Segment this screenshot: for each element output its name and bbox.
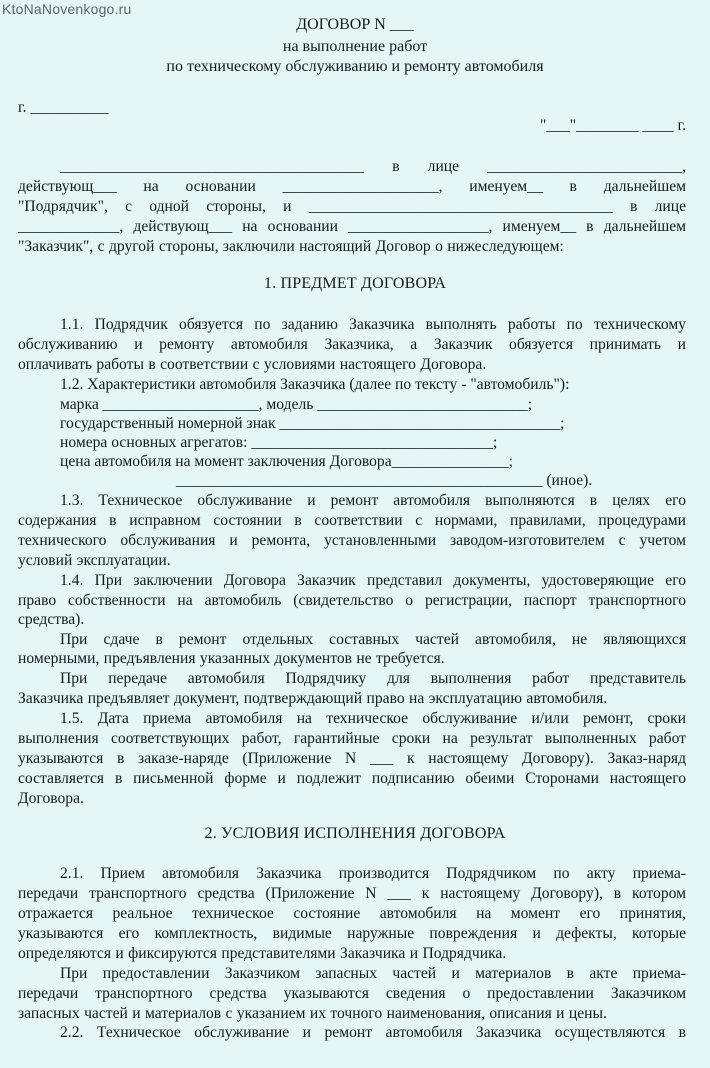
field-line: государственный номерной знак ____________________________________; [60, 415, 565, 432]
field-line: _______________________________________________ (иное). [176, 472, 593, 489]
paragraph-line: передачи транспортного средства (Приложение N ___ к настоящему Договору), в котором [18, 885, 686, 902]
paragraph-line: 1.1. Подрядчик обязуется по заданию Заказчика выполнять работы по техническому [60, 316, 686, 333]
paragraph-line: запасных частей и материалов с указанием их точного наименования, описания и цены. [18, 1005, 607, 1022]
paragraph-line: номерными, предъявления указанных документов не требуется. [18, 650, 445, 667]
paragraph-line: 2.1. Прием автомобиля Заказчика производится Подрядчиком по акту приема- [60, 865, 686, 882]
paragraph-line: технического обслуживания и ремонта, установленными заводом-изготовителем с учетом [18, 532, 686, 549]
paragraph-line: право собственности на автомобиль (свидетельство о регистрации, паспорт транспортного [18, 592, 686, 609]
document-title: ДОГОВОР N ___ [296, 16, 414, 33]
paragraph-line: отражается реальное техническое состояние автомобиля на момент его принятия, [18, 905, 686, 922]
field-line: цена автомобиля на момент заключения Договора_______________; [60, 453, 513, 470]
preamble-line: "Заказчик", с другой стороны, заключили настоящий Договор о нижеследующем: [18, 238, 564, 255]
paragraph-line: При передаче автомобиля Подрядчику для выполнения работ представитель [60, 670, 686, 687]
place-field: г. __________ [18, 99, 109, 116]
paragraph-line: условий эксплуатации. [18, 552, 171, 569]
paragraph-line: При предоставлении Заказчиком запасных частей и материалов в акте приема- [60, 965, 686, 982]
paragraph-line: оплачивать работы в соответствии с условиями настоящего Договора. [18, 356, 487, 373]
paragraph-line: 1.4. При заключении Договора Заказчик представил документы, удостоверяющие его [60, 572, 686, 589]
paragraph-line: выполнения соответствующих работ, гарантийные сроки на результат выполненных работ [18, 730, 686, 747]
paragraph-line: 1.2. Характеристики автомобиля Заказчика (далее по тексту - "автомобиль"): [60, 376, 570, 393]
paragraph-line: средства). [18, 611, 85, 628]
paragraph-line: обслуживанию и ремонту автомобиля Заказчика, а Заказчик обязуется принимать и [18, 336, 686, 353]
paragraph-line: составляется в письменной форме и подлежит подписанию обеими Сторонами настоящего [18, 770, 686, 787]
paragraph-line: указываются в заказе-наряде (Приложение N ___ к настоящему Договору). Заказ-наряд [18, 750, 686, 767]
watermark: KtoNaNovenkogo.ru [2, 1, 132, 17]
paragraph-line: определяются и фиксируются представителями Заказчика и Подрядчика. [18, 945, 507, 962]
paragraph-line: указываются его комплектность, видимые наружные повреждения и дефекты, которые [18, 925, 686, 942]
paragraph-line: содержания в исправном состоянии в соответствии с нормами, правилами, процедурами [18, 512, 686, 529]
section-heading-1: 1. ПРЕДМЕТ ДОГОВОРА [263, 275, 447, 292]
document-subtitle-1: на выполнение работ [282, 38, 428, 55]
paragraph-line: 1.3. Техническое обслуживание и ремонт автомобиля выполняются в целях его [60, 492, 686, 509]
paragraph-line: При сдаче в ремонт отдельных составных частей автомобиля, не являющихся [60, 631, 686, 648]
field-line: марка ____________________, модель ___________________________; [60, 396, 533, 413]
paragraph-line: 1.5. Дата приема автомобиля на техническое обслуживание и/или ремонт, сроки [60, 710, 686, 727]
section-heading-2: 2. УСЛОВИЯ ИСПОЛНЕНИЯ ДОГОВОРА [204, 825, 506, 842]
paragraph-line: Заказчика предъявляет документ, подтверждающий право на эксплуатацию автомобиля. [18, 690, 608, 707]
preamble-line: действующ___ на основании ____________________, именуем__ в дальнейшем [18, 178, 686, 195]
paragraph-line: передачи транспортного средства указываются сведения о предоставлении Заказчиком [18, 985, 686, 1002]
field-line: номера основных агрегатов: _______________________________; [60, 434, 498, 451]
paragraph-line: 2.2. Техническое обслуживание и ремонт автомобиля Заказчика осуществляются в [60, 1024, 686, 1041]
document-subtitle-2: по техническому обслуживанию и ремонту автомобиля [166, 58, 544, 75]
preamble-line: _____________, действующ___ на основании __________________, именуем__ в дальнейшем [18, 218, 686, 235]
paragraph-line: Договора. [18, 790, 84, 807]
preamble-line: "Подрядчик", с одной стороны, и _______________________________________ в лице [18, 198, 686, 215]
date-field: "___"________ ____ г. [539, 117, 686, 134]
preamble-line: _______________________________________ в лице _________________________, [60, 158, 686, 175]
